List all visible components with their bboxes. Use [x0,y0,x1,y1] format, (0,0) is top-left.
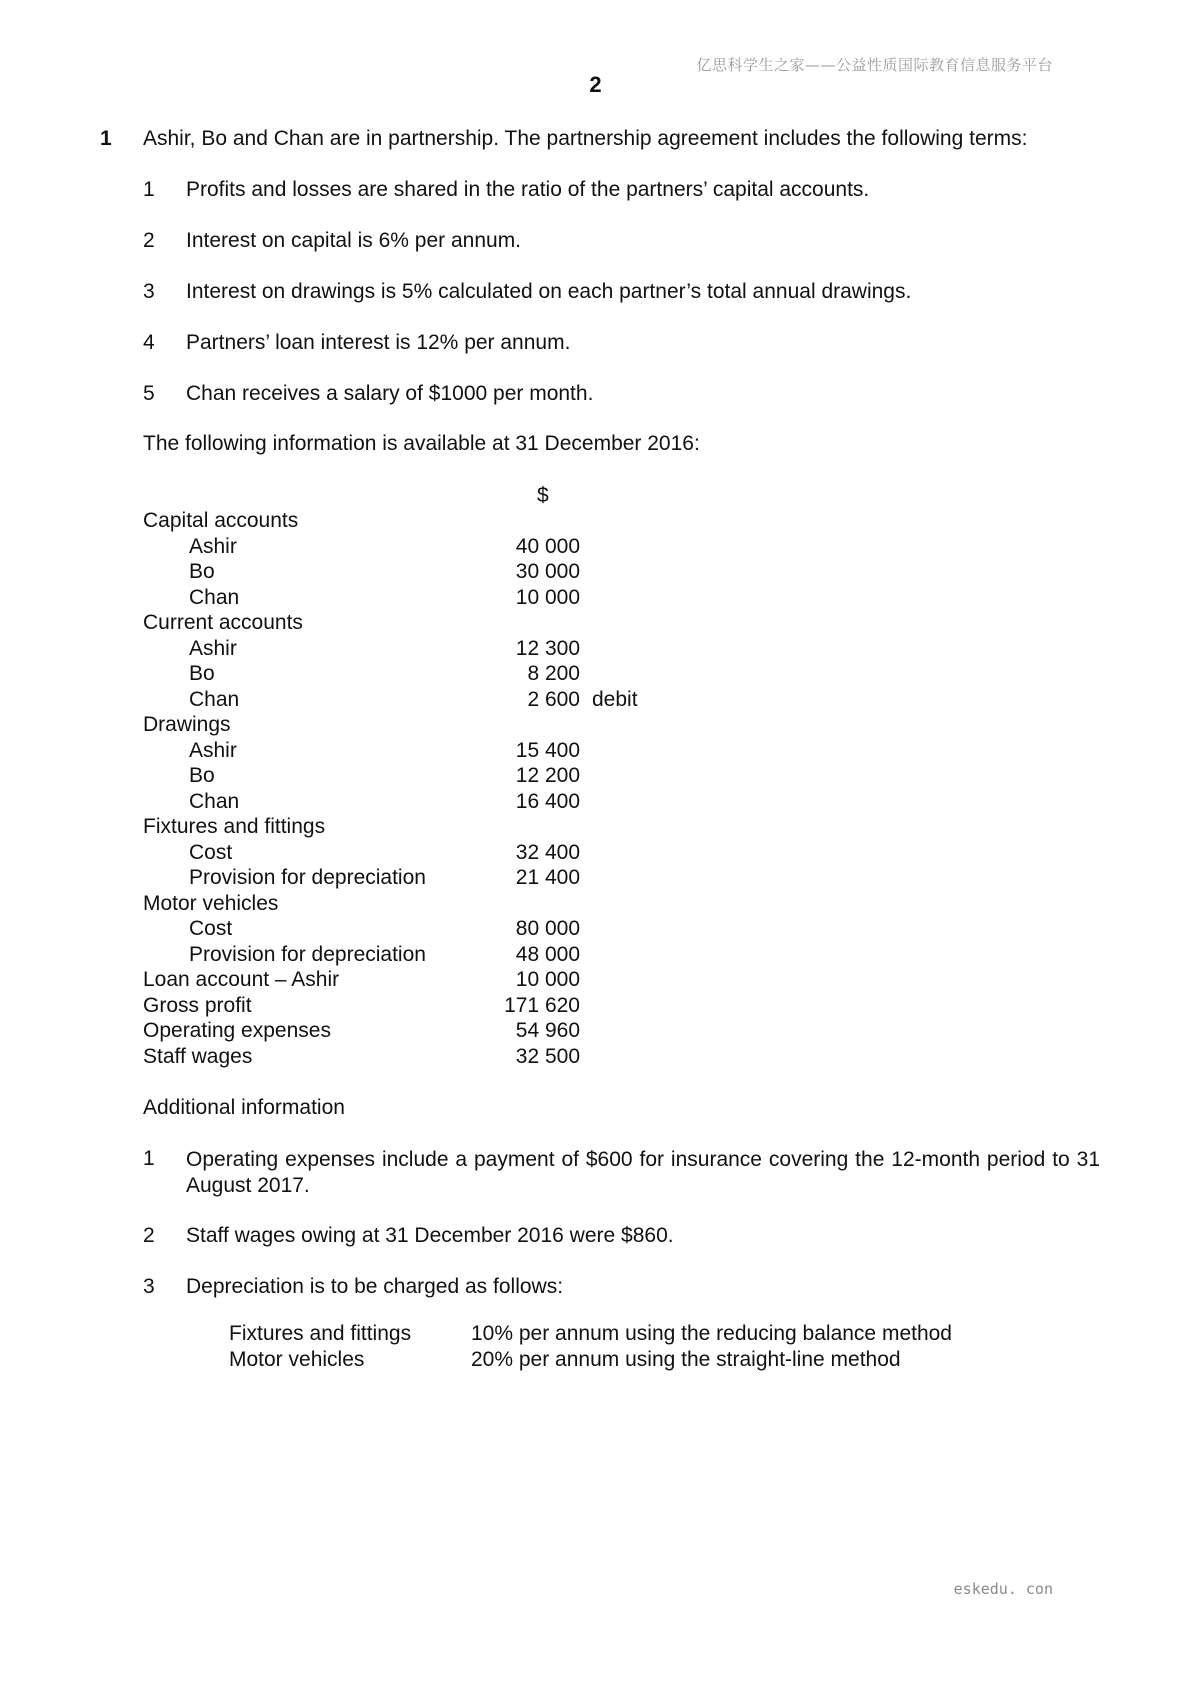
ledger-amount: 40 000 [515,534,580,558]
ledger-amount: 48 000 [515,942,580,966]
ledger-amount: 12 200 [515,764,580,787]
ledger-label: Gross profit [143,993,252,1017]
ledger-label: Bo [189,764,215,787]
ledger-row [143,789,703,815]
ledger-row [143,1044,703,1070]
ledger-amount: 171 620 [504,993,580,1017]
term-text: Partners’ loan interest is 12% per annum. [186,331,571,354]
term-text: Interest on capital is 6% per annum. [186,229,522,252]
ledger-label: Chan [189,789,240,813]
ledger-row [143,610,703,636]
depreciation-asset: Fixtures and fittings [229,1322,412,1345]
ledger-label: Ashir [189,738,237,762]
ledger-row [143,865,703,891]
ledger-label: Ashir [189,636,237,660]
ledger-row [143,508,703,534]
ledger-row [143,967,703,993]
additional-info-heading: Additional information [143,1096,345,1119]
ledger-amount: 10 000 [515,585,580,609]
ledger-heading: Fixtures and fittings [143,815,326,838]
ledger-label: Bo [189,560,215,583]
ledger-row [143,1018,703,1044]
footer-watermark: eskedu. con [953,1580,1053,1598]
additional-item-text: Operating expenses include a payment of $600 for insurance covering the 12-month period to 31 August 2017. [186,1148,1100,1197]
ledger-row [143,993,703,1019]
ledger-amount: 10 000 [515,968,580,991]
ledger-amount: 2 600 [527,687,580,711]
watermark-text: 亿思科学生之家——公益性质国际教育信息服务平台 [696,56,1053,74]
depreciation-asset: Motor vehicles [229,1348,365,1371]
ledger-heading: Drawings [143,713,231,736]
additional-item-text: Staff wages owing at 31 December 2016 were $860. [186,1224,674,1247]
ledger-heading: Capital accounts [143,509,299,532]
ledger-label: Loan account – Ashir [143,968,340,991]
currency-header: $ [537,484,549,507]
ledger-label: Staff wages [143,1044,253,1068]
ledger-row [143,559,703,585]
term-number: 1 [143,178,155,201]
balances-table [143,508,703,1069]
info-statement: The following information is available at 31 December 2016: [143,432,700,455]
additional-item-number: 2 [143,1224,155,1247]
ledger-label: Provision for depreciation [189,942,426,966]
ledger-row [143,712,703,738]
ledger-amount: 21 400 [515,866,580,889]
ledger-row [143,534,703,560]
ledger-row [143,942,703,968]
ledger-row [143,661,703,687]
ledger-label: Cost [189,840,233,864]
term-text: Interest on drawings is 5% calculated on each partner’s total annual drawings. [186,280,912,303]
ledger-label: Chan [189,585,240,609]
ledger-label: Provision for depreciation [189,866,426,889]
ledger-amount: 32 400 [515,840,580,864]
ledger-label: Ashir [189,534,237,558]
ledger-row [143,763,703,789]
ledger-amount: 30 000 [515,560,580,583]
term-text: Chan receives a salary of $1000 per month. [186,382,594,405]
ledger-row [143,814,703,840]
term-number: 3 [143,280,155,303]
page-number: 2 [589,72,602,97]
ledger-row [143,687,703,713]
ledger-row [143,891,703,917]
depreciation-rate: 20% per annum using the straight-line method [471,1348,901,1371]
question-number: 1 [100,127,112,150]
ledger-row [143,840,703,866]
additional-item-text: Depreciation is to be charged as follows: [186,1275,564,1298]
ledger-heading: Motor vehicles [143,891,279,915]
ledger-row [143,585,703,611]
term-number: 4 [143,331,155,354]
ledger-row [143,916,703,942]
ledger-heading: Current accounts [143,611,303,634]
ledger-row [143,738,703,764]
ledger-amount: 8 200 [527,662,580,685]
ledger-amount: 80 000 [515,917,580,940]
ledger-label: Cost [189,917,233,940]
ledger-amount: 15 400 [515,738,580,762]
ledger-label: Operating expenses [143,1019,331,1042]
ledger-note: debit [592,687,638,711]
ledger-amount: 54 960 [515,1019,580,1042]
additional-item-number: 3 [143,1275,155,1298]
ledger-amount: 12 300 [515,636,580,660]
depreciation-rate: 10% per annum using the reducing balance method [471,1322,952,1345]
term-text: Profits and losses are shared in the ratio of the partners’ capital accounts. [186,178,870,201]
ledger-label: Bo [189,662,215,685]
ledger-amount: 16 400 [515,789,580,813]
term-number: 2 [143,229,155,252]
question-intro: Ashir, Bo and Chan are in partnership. The partnership agreement includes the following terms: [143,127,1028,150]
ledger-amount: 32 500 [515,1044,580,1068]
additional-item-number: 1 [143,1147,155,1170]
term-number: 5 [143,382,155,405]
ledger-row [143,636,703,662]
ledger-label: Chan [189,687,240,711]
